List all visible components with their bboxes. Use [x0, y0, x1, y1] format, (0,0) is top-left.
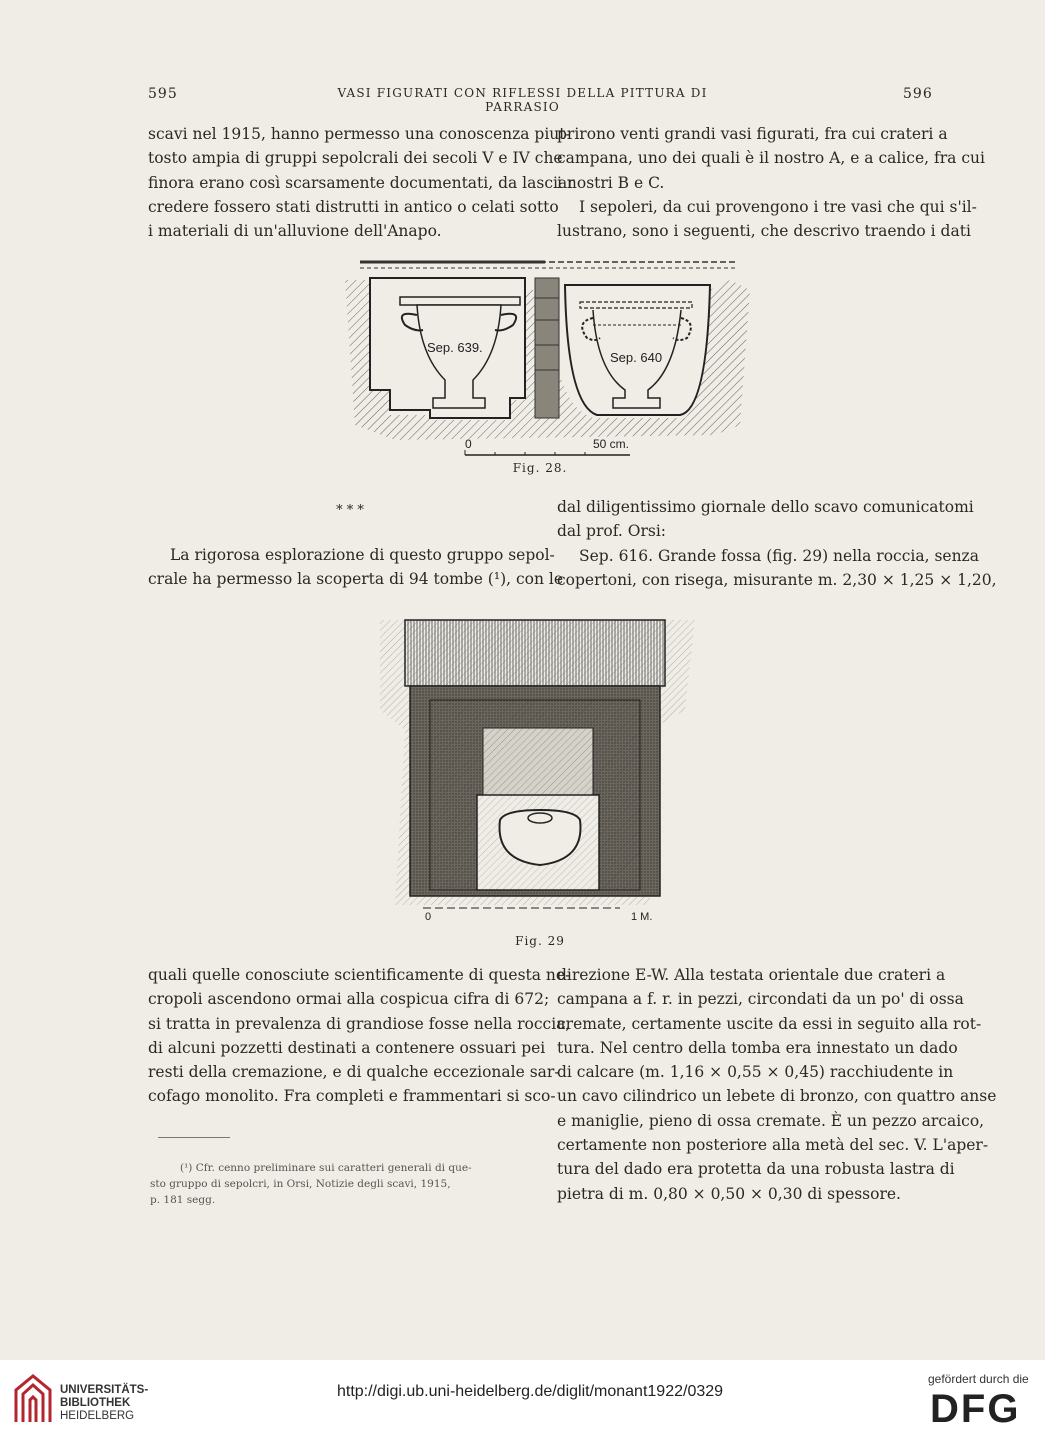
text-line: pietra di m. 0,80 × 0,50 × 0,30 di spessore. [557, 1184, 901, 1203]
ub-heidelberg-text [60, 1384, 148, 1423]
text-line: direzione E-W. Alla testata orientale due crateri a [557, 966, 946, 984]
text-line: tosto ampia di gruppi sepolcrali dei secoli V e IV che [148, 149, 563, 168]
text-line: cropoli ascendono ormai alla cospicua cifra di 672; [148, 990, 550, 1009]
text-line: campana a f. r. in pezzi, circondati da un po' di ossa [557, 990, 964, 1009]
text-line: finora erano così scarsamente documentati, da lasciar [148, 173, 575, 192]
text-line: crale ha permesso la scoperta di 94 tombe (¹), con le [148, 570, 564, 589]
dfg-logo: DFG [930, 1387, 1021, 1431]
text-line: certamente non posteriore alla metà del sec. V. L'aper- [557, 1136, 989, 1155]
text-line: lustrano, sono i seguenti, che descrivo traendo i dati [557, 222, 971, 241]
text-line: I sepoleri, da cui provengono i tre vasi che qui s'il- [579, 197, 977, 216]
section-stars: * * * [336, 503, 364, 518]
ub-heidelberg-logo-icon [12, 1372, 54, 1424]
scale-end-29: 1 M. [631, 911, 653, 923]
text-line: di alcuni pozzetti destinati a contenere ossuari pei [148, 1038, 546, 1057]
column-top-right [557, 122, 985, 243]
text-line: copertoni, con risega, misurante m. 2,30 × 1,25 × 1,20, [557, 570, 997, 589]
text-line: i materiali di un'alluvione dell'Anapo. [148, 222, 442, 241]
text-line: resti della cremazione, e di qualche eccezionale sar- [148, 1063, 560, 1082]
figure-29-tomb-plan [365, 610, 685, 930]
caption-fig-28: Fig. 28. [512, 461, 568, 475]
ub-line-1: UNIVERSITÄTS- [60, 1384, 149, 1396]
column-mid-right [557, 495, 997, 592]
text-line: cofago monolito. Fra completi e frammentari si sco- [148, 1087, 556, 1106]
figure-28-tomb-section [335, 250, 760, 465]
text-line: Sep. 616. Grande fossa (fig. 29) nella roccia, senza [579, 546, 979, 565]
column-top-left [148, 122, 575, 243]
footnote-line: sto gruppo di sepolcri, in Orsi, Notizie degli scavi, 1915, [150, 1178, 451, 1190]
text-line: scavi nel 1915, hanno permesso una conoscenza piut- [148, 125, 571, 143]
column-mid-left [148, 543, 564, 592]
text-line: prirono venti grandi vasi figurati, fra cui crateri a [557, 125, 948, 143]
text-line: e maniglie, pieno di ossa cremate. È un pezzo arcaico, [557, 1111, 985, 1130]
text-line: dal diligentissimo giornale dello scavo comunicatomi [557, 498, 974, 516]
scale-end-28: 50 cm. [593, 437, 630, 451]
dfg-funding-text: gefördert durch die [928, 1372, 1029, 1386]
text-line: di calcare (m. 1,16 × 0,55 × 0,45) racchiudente in [557, 1063, 954, 1082]
text-line: i nostri B e C. [557, 173, 665, 192]
footnote-rule [158, 1137, 230, 1138]
page-number-left: 595 [148, 86, 178, 102]
label-sep-639: Sep. 639. [427, 340, 483, 355]
footnote-line: (¹) Cfr. cenno preliminare sui caratteri generali di que- [180, 1162, 472, 1174]
text-line: La rigorosa esplorazione di questo gruppo sepol- [170, 546, 555, 564]
column-bottom-left [148, 963, 571, 1109]
footnote-line: p. 181 segg. [150, 1194, 216, 1206]
text-line: tura del dado era protetta da una robusta lastra di [557, 1160, 955, 1179]
text-line: cremate, certamente uscite da essi in seguito alla rot- [557, 1014, 982, 1033]
source-url-link[interactable]: http://digi.ub.uni-heidelberg.de/diglit/monant1922/0329 [336, 1383, 724, 1400]
text-line: quali quelle conosciute scientificamente di questa ne- [148, 966, 571, 984]
ub-line-3: HEIDELBERG [60, 1410, 135, 1422]
running-title: VASI FIGURATI CON RIFLESSI DELLA PITTURA DI PARRASIO [337, 86, 708, 114]
text-line: credere fossero stati distrutti in antico o celati sotto [148, 197, 559, 216]
text-line: tura. Nel centro della tomba era innestato un dado [557, 1038, 958, 1057]
scale-start-29: 0 [425, 911, 432, 923]
page-number-right: 596 [903, 86, 933, 102]
ub-line-2: BIBLIOTHEK [60, 1397, 131, 1409]
text-line: un cavo cilindrico un lebete di bronzo, con quattro anse [557, 1087, 997, 1106]
column-bottom-right [557, 963, 997, 1206]
text-line: dal prof. Orsi: [557, 522, 666, 541]
label-sep-640: Sep. 640 [610, 350, 663, 365]
caption-fig-29: Fig. 29 [515, 934, 565, 948]
text-line: campana, uno dei quali è il nostro A, e a calice, fra cui [557, 149, 985, 168]
text-line: si tratta in prevalenza di grandiose fosse nella roccia, [148, 1014, 571, 1033]
scale-start-28: 0 [465, 437, 472, 451]
footnote [150, 1160, 532, 1208]
